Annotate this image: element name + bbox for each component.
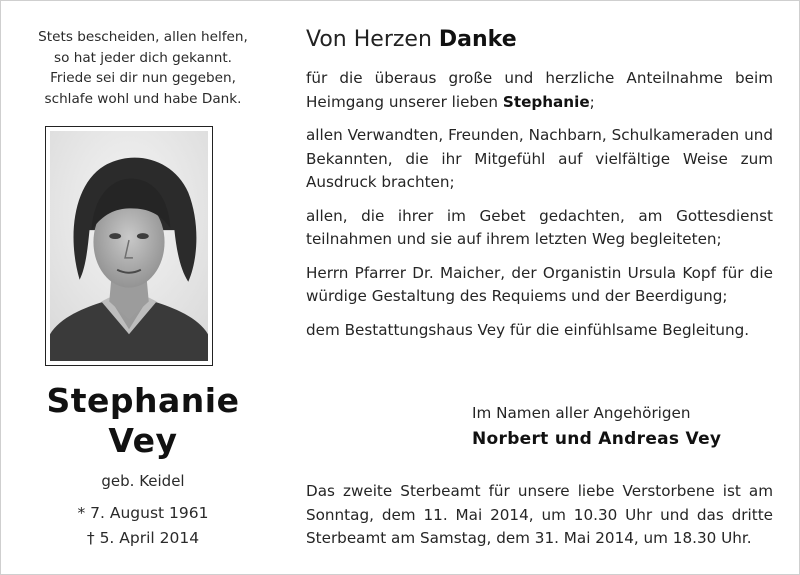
life-dates [15,501,271,551]
signature-intro: Im Namen aller Angehörigen [472,404,691,422]
poem-line: schlafe wohl und habe Dank. [44,90,242,107]
poem-line: Stets bescheiden, allen helfen, [38,29,248,45]
poem-line: Friede sei dir nun gegeben, [50,70,236,86]
death-date: † 5. April 2014 [86,529,200,547]
deceased-first-name: Stephanie [46,381,240,420]
heading-plain: Von Herzen [306,27,432,52]
punctuation: ; [589,92,595,111]
signature-block [472,401,782,453]
deceased-name-inline: Stephanie [502,92,590,111]
thanks-paragraph: allen Verwandten, Freunden, Nachbarn, Schulkameraden und Bekannten, die ihr Mitgefühl auf vielfältige Weise zum Ausdruck brachten; [306,126,773,191]
portrait-photo [50,131,208,361]
thanks-heading [306,26,773,54]
poem [15,27,271,109]
heading-bold: Danke [438,27,517,52]
poem-line: so hat jeder dich gekannt. [53,49,232,66]
thanks-paragraph: Herrn Pfarrer Dr. Maicher, der Organistin Ursula Kopf für die würdige Gestaltung des Requiems und der Beerdigung; [306,263,773,305]
thanks-paragraph [306,67,773,114]
thanks-column [306,1,773,342]
birth-date: * 7. August 1961 [77,504,209,522]
left-column [15,1,271,109]
thanks-paragraph: allen, die ihrer im Gebet gedachten, am Gottesdienst teilnahmen und sie auf ihrem letzten Weg begleiteten; [306,206,773,248]
portrait-photo-frame [45,126,213,366]
mass-notice: Das zweite Sterbeamt für unsere liebe Verstorbene ist am Sonntag, dem 11. Mai 2014, um 10.30 Uhr und das dritte Sterbeamt am Samstag, dem 31. Mai 2014, um 18.30 Uhr. [306,482,773,547]
thanks-paragraph: dem Bestattungshaus Vey für die einfühlsame Begleitung. [306,320,750,339]
thanks-text: für die überaus große und herzliche Anteilnahme beim Heimgang unserer lieben [306,69,773,111]
signature-names: Norbert und Andreas Vey [472,429,722,449]
deceased-last-name: Vey [108,421,178,460]
maiden-name: geb. Keidel [101,472,185,490]
deceased-info [15,381,271,551]
